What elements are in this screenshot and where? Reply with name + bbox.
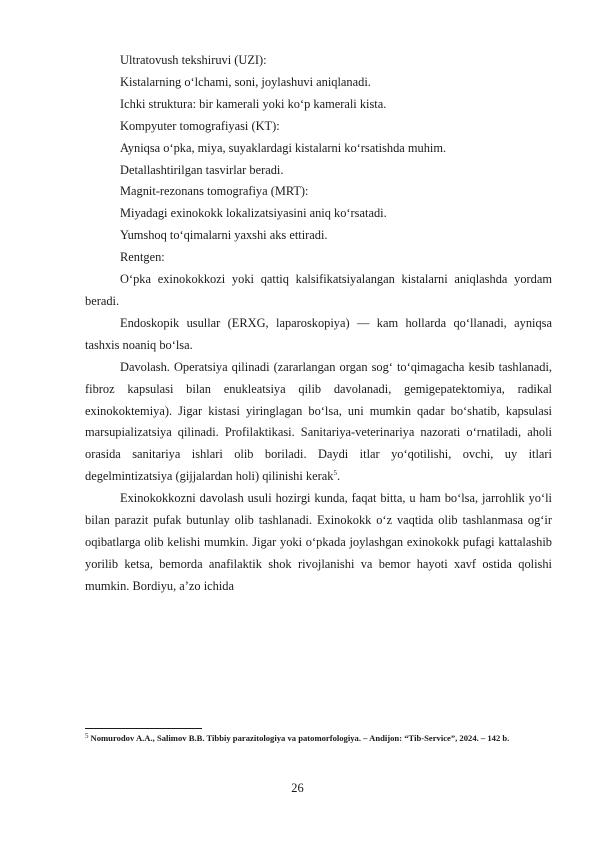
paragraph — [85, 269, 552, 313]
paragraph-text: Endoskopik usullar (ERXG, laparoskopiya) — kam hollarda qo‘llanadi, ayniqsa tashxis noaniq bo‘lsa. — [85, 315, 552, 352]
text-line: Miyadagi exinokokk lokalizatsiyasini aniq ko‘rsatadi. — [120, 206, 387, 221]
paragraph-text: Davolash. Operatsiya qilinadi (zararlangan organ sog‘ to‘qimagacha kesib tashlanadi, fibroz kapsulasi bilan enukleatsiya qilib davolanadi, gemigepatektomiya, radikal exinokoktemiya). Jigar kistasi yiringlagan bo‘lsa, uni mumkin qadar bo‘shatib, kapsulasi marsupializatsiya qilinadi. Profilaktikasi. Sanitariya-veterinariya nazorati o‘rnatiladi, aholi orasida sanitariya ishlari olib boriladi. Daydi itlar yo‘qotilishi, ovchi, uy itlari degelmintizatsiya (gijjalardan holi) qilinishi kerak — [85, 359, 552, 484]
paragraph — [85, 488, 552, 598]
text-line: Yumshoq to‘qimalarni yaxshi aks ettiradi. — [120, 228, 328, 243]
text-line: Detallashtirilgan tasvirlar beradi. — [120, 162, 284, 177]
footnote-marker: 5 — [85, 732, 89, 740]
footnote-ref[interactable]: 5 — [333, 469, 337, 478]
text-line: Ichki struktura: bir kamerali yoki ko‘p kamerali kista. — [120, 96, 387, 111]
body-text — [85, 50, 552, 598]
text-line: Ayniqsa o‘pka, miya, suyaklardagi kistalarni ko‘rsatishda muhim. — [120, 140, 447, 155]
footnote-text: Nomurodov A.A., Salimov B.B. Tibbiy parazitologiya va patomorfologiya. – Andijon: “Tib-Service”, 2024. – 142 b. — [90, 733, 510, 743]
paragraph — [85, 313, 552, 357]
page-number: 26 — [291, 781, 304, 795]
text-line: Kistalarning o‘lchami, soni, joylashuvi aniqlanadi. — [120, 74, 371, 89]
text-line: Kompyuter tomografiyasi (KT): — [120, 118, 280, 133]
paragraph-text: Exinokokkozni davolash usuli hozirgi kunda, faqat bitta, u ham bo‘lsa, jarrohlik yo‘li bilan parazit pufak butunlay olib tashlanadi. Exinokokk o‘z vaqtida olib tashlanmasa og‘ir oqibatlarga olib kelishi mumkin. Jigar yoki o‘pkada joylashgan exinokokk pufagi kattalashib yorilib ketsa, bemorda anafilaktik shok rivojlanishi va bemor hayoti xavf ostida qolishi mumkin. Bordiyu, a’zo ichida — [85, 491, 552, 593]
paragraph: Davolash. Operatsiya qilinadi (zararlangan organ sog‘ to‘qimagacha kesib tashlanadi, fibroz kapsulasi bilan enukleatsiya qilib davolanadi, gemigepatektomiya, radikal exinokoktemiya). Jigar kistasi yiringlagan bo‘lsa, uni mumkin qadar bo‘shatib, kapsulasi marsupializatsiya qilinadi. Profilaktikasi. Sanitariya-veterinariya nazorati o‘rnatiladi, aholi orasida sanitariya ishlari olib boriladi. Daydi itlar yo‘qotilishi, ovchi, uy itlari degelmintizatsiya (gijjalardan holi) qilinishi kerak$^5$. — [85, 359, 552, 484]
text-line: Ultratovush tekshiruvi (UZI): — [120, 53, 267, 67]
footnote — [85, 730, 552, 747]
text-line: Magnit-rezonans tomografiya (MRT): — [120, 184, 309, 199]
paragraph-text: O‘pka exinokokkozi yoki qattiq kalsifikatsiyalangan kistalarni aniqlashda yordam beradi. — [85, 272, 552, 308]
text-line: Rentgen: — [120, 250, 165, 265]
footnote-divider — [85, 728, 202, 729]
